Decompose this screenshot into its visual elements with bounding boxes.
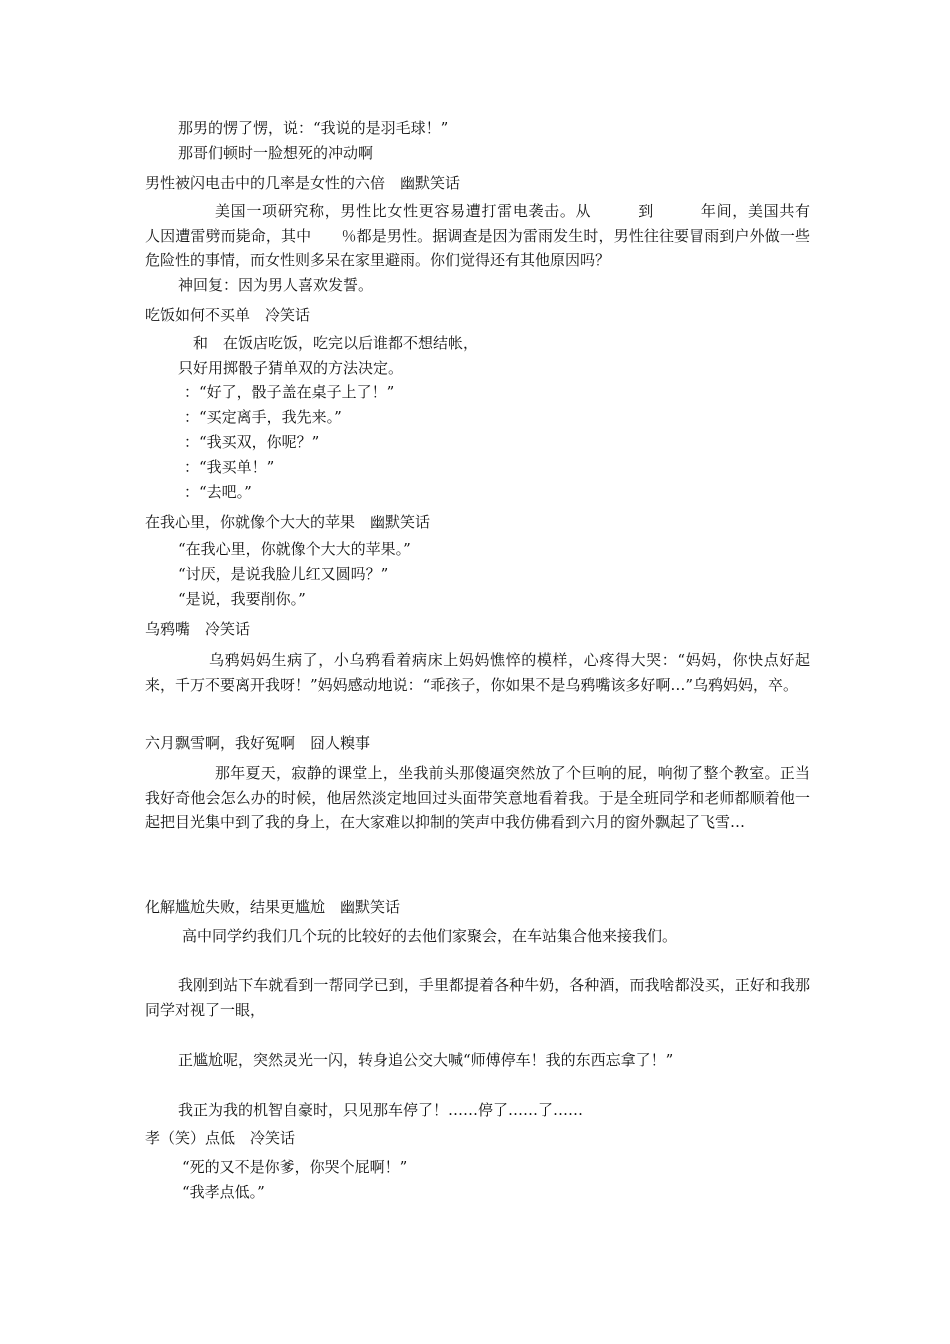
joke-body: 美国一项研究称，男性比女性更容易遭打雷电袭击。从 到 年间，美国共有 人因遭雷劈而毙命，其中 ％都是男性。据调查是因为雷雨发生时，男性往往要冒雨到户外做一些危险性的事情，而女性则多呆在家里避雨。你们觉得还有其他原因吗？ xyxy=(145,202,856,269)
joke-paragraph: 正尴尬呢，突然灵光一闪，转身追公交大喊“师傅停车！我的东西忘拿了！” xyxy=(178,1051,674,1069)
joke-title: 在我心里，你就像个大大的苹果 幽默笑话 xyxy=(145,513,431,531)
dialogue-line: ：“买定离手，我先来。” xyxy=(184,408,342,426)
dialogue-line: “在我心里，你就像个大大的苹果。” xyxy=(178,540,411,558)
dialogue-line: “讨厌，是说我脸儿红又圆吗？” xyxy=(178,565,389,583)
joke-title: 乌鸦嘴 冷笑话 xyxy=(145,620,251,638)
joke-title: 男性被闪电击中的几率是女性的六倍 幽默笑话 xyxy=(145,174,461,192)
dialogue-line: ：“去吧。” xyxy=(184,483,252,501)
joke-title: 化解尴尬失败，结果更尴尬 幽默笑话 xyxy=(145,898,401,916)
dialogue-line: ：“好了，骰子盖在桌子上了！” xyxy=(184,383,395,401)
dialogue-line: ：“我买单！” xyxy=(184,458,275,476)
text-line: 那哥们顿时一脸想死的冲动啊 xyxy=(178,144,374,162)
text-line: 那男的愣了愣，说：“我说的是羽毛球！” xyxy=(178,119,449,137)
dialogue-line: “死的又不是你爹，你哭个屁啊！” xyxy=(182,1158,408,1176)
joke-reply: 神回复：因为男人喜欢发誓。 xyxy=(178,276,374,294)
joke-body: 乌鸦妈妈生病了，小乌鸦看着病床上妈妈憔悴的模样，心疼得大哭：“妈妈，你快点好起来，千万不要离开我呀！”妈妈感动地说：“乖孩子，你如果不是乌鸦嘴该多好啊…”乌鸦妈妈，卒。 xyxy=(145,651,810,694)
dialogue-line: “我孝点低。” xyxy=(182,1183,265,1201)
joke-title: 孝（笑）点低 冷笑话 xyxy=(145,1129,296,1147)
joke-body: 那年夏天，寂静的课堂上，坐我前头那傻逼突然放了个巨响的屁，响彻了整个教室。正当我好奇他会怎么办的时候，他居然淡定地回过头面带笑意地看着我。于是全班同学和老师都顺着他一起把目光集中到了我的身上，在大家难以抑制的笑声中我仿佛看到六月的窗外飘起了飞雪… xyxy=(145,764,810,831)
dialogue-line: “是说，我要削你。” xyxy=(178,590,306,608)
joke-title: 六月飘雪啊，我好冤啊 囧人糗事 xyxy=(145,734,371,752)
joke-paragraph: 我刚到站下车就看到一帮同学已到，手里都提着各种牛奶，各种酒，而我啥都没买，正好和我那同学对视了一眼， xyxy=(145,976,810,1019)
text-line: 只好用掷骰子猜单双的方法决定。 xyxy=(178,359,404,377)
joke-paragraph: 高中同学约我们几个玩的比较好的去他们家聚会，在车站集合他来接我们。 xyxy=(182,927,678,945)
dialogue-line: ：“我买双，你呢？” xyxy=(184,433,320,451)
text-line: 和 在饭店吃饭，吃完以后谁都不想结帐， xyxy=(178,334,479,352)
joke-title: 吃饭如何不买单 冷笑话 xyxy=(145,306,311,324)
joke-paragraph: 我正为我的机智自豪时，只见那车停了！……停了……了…… xyxy=(178,1101,584,1119)
